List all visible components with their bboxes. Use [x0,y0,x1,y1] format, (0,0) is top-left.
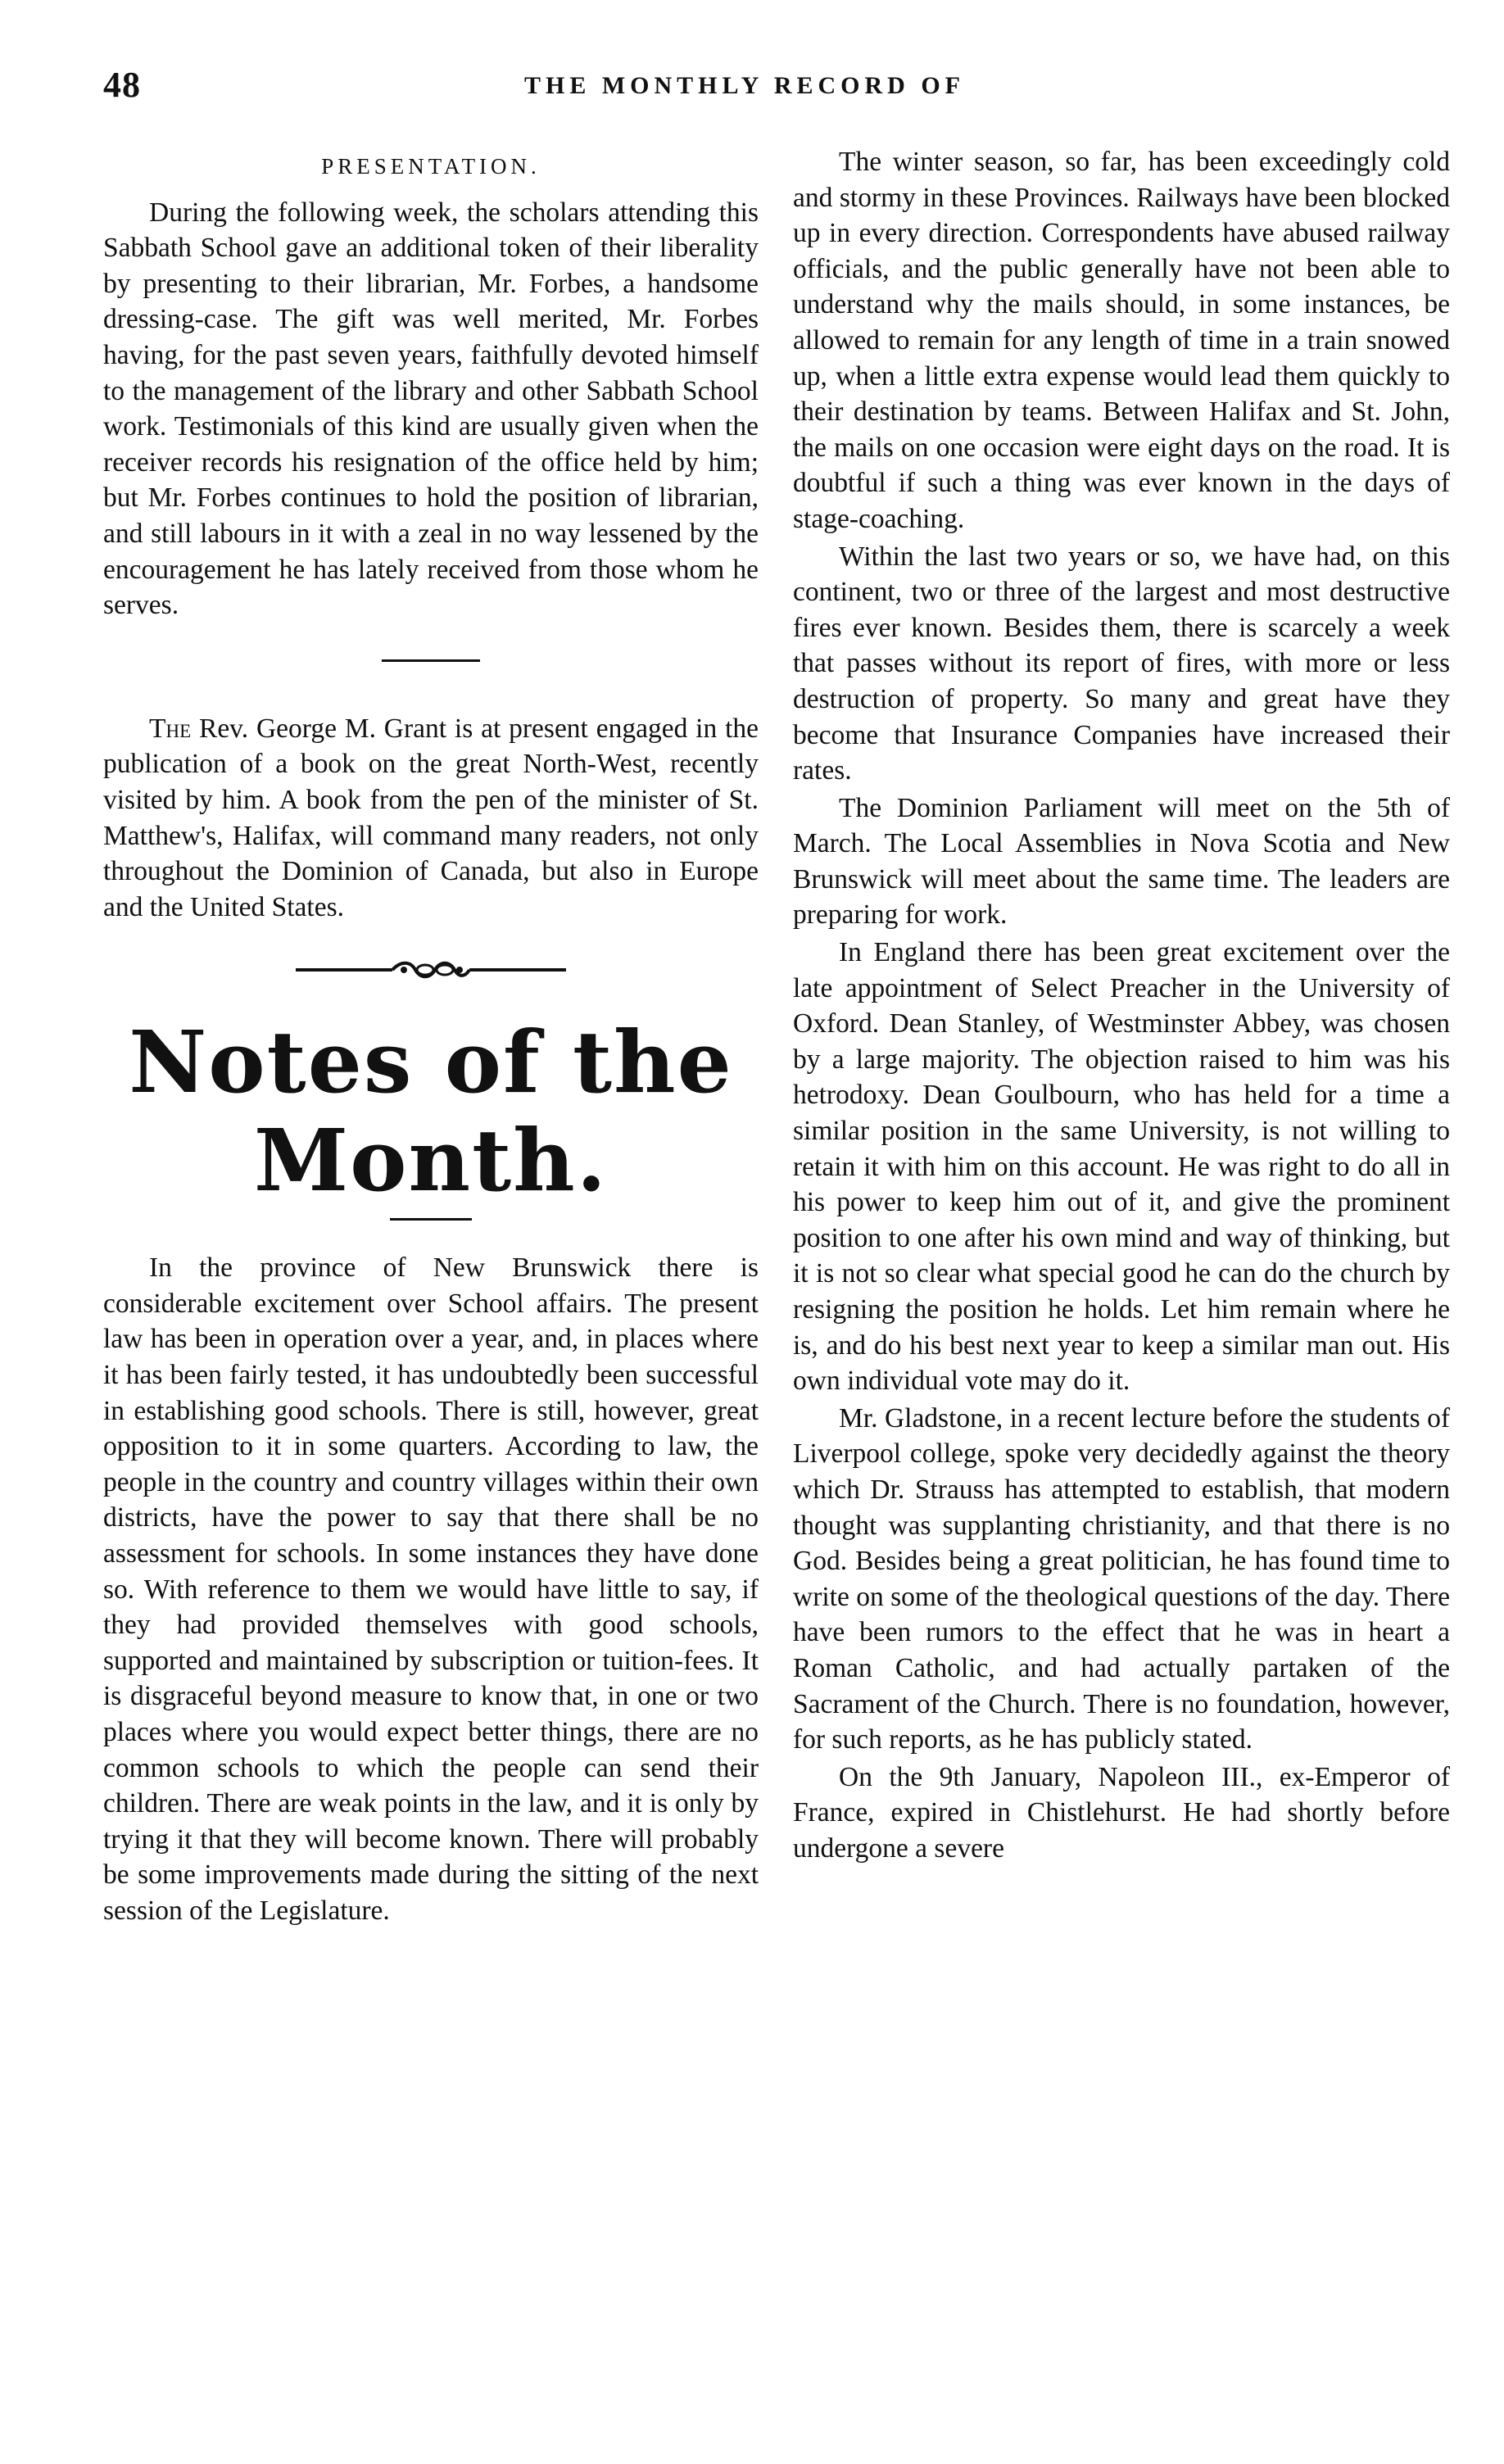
page-number: 48 [103,65,141,105]
presentation-heading: PRESENTATION. [321,154,541,179]
winter-paragraph: The winter season, so far, has been exceedingly cold and stormy in these Provinces. Railways have been blocked up in every direction. Correspondents have abused railway officials, and the public generally have not been able to understand why the mails should, in some instances, be allowed to remain for any length of time in a train snowed up, when a little extra expense would lead them quickly to their destination by teams. Between Halifax and St. John, the mails on one occasion were eight days on the road. It is doubtful if such a thing was ever known in the days of stage-coaching. [793,147,1450,534]
grant-text: Rev. George M. Grant is at present engaged in the publication of a book on the great North-West, recently visited by him. A book from the pen of the minister of St. Matthew's, Halifax, will command many readers, not only throughout the Dominion of Canada, but also in Europe and the United States. [103,713,759,922]
ornament-divider [296,959,566,981]
grant-lead-word: The [149,713,192,744]
section-divider [382,659,480,662]
napoleon-paragraph: On the 9th January, Napoleon III., ex-Emperor of France, expired in Chistlehurst. He had shortly before undergone a severe [793,1761,1450,1864]
fires-paragraph: Within the last two years or so, we have had, on this continent, two or three of the largest and most destructive fires ever known. Besides them, there is scarcely a week that passes without its report of fires, with more or less destruction of property. So many and great have they become that Insurance Companies have increased their rates. [793,541,1450,786]
grant-paragraph [103,711,759,926]
notes-of-the-month-title: Notes of the Month. [129,1012,733,1212]
new-brunswick-paragraph: In the province of New Brunswick there is considerable excitement over School affairs. The present law has been in operation over a year, and, in places where it has been fairly tested, it has undoubtedly been successful in establishing good schools. There is still, however, great opposition to it in some quarters. According to law, the people in the country and country villages within their own districts, have the power to say that there shall be no assessment for schools. In some instances they have done so. With reference to them we would have little to say, if they had provided themselves with good schools, supported and maintained by subscription or tuition-fees. It is disgraceful beyond measure to know that, in one or two places where you would expect better things, there are no common schools to which the people can send their children. There are weak points in the law, and it is only by trying it that they will become known. There will probably be some improvements made during the sitting of the next session of the Legislature. [103,1252,759,1926]
presentation-paragraph: During the following week, the scholars attending this Sabbath School gave an additional token of their liberality by presenting to their librarian, Mr. Forbes, a handsome dressing-case. The gift was well merited, Mr. Forbes having, for the past seven years, faithfully devoted himself to the management of the library and other Sabbath School work. Testimonials of this kind are usually given when the receiver records his resignation of the office held by him; but Mr. Forbes continues to hold the position of librarian, and still labours in it with a zeal in no way lessened by the encouragement he has lately received from those whom he serves. [103,197,759,621]
running-title: THE MONTHLY RECORD OF [524,72,965,99]
left-column [103,144,759,1929]
england-paragraph: In England there has been great excitement over the late appointment of Select Preacher in the University of Oxford. Dean Stanley, of Westminster Abbey, was chosen by a large majority. The objection raised to him was his hetrodoxy. Dean Goulbourn, who has held for a time a similar position in the same University, is not willing to retain it with him on this account. He was right to do all in his power to keep him out of it, and give the prominent position to one after his own mind and way of thinking, but it is not so clear what special good he can do the church by resigning the position he holds. Let him remain where he is, and do his best next year to keep a similar man out. His own individual vote may do it. [793,937,1450,1397]
gladstone-paragraph: Mr. Gladstone, in a recent lecture before the students of Liverpool college, spoke very decidedly against the theory which Dr. Strauss has attempted to establish, that modern thought was supplanting christianity, and that there is no God. Besides being a great politician, he has found time to write on some of the theological questions of the day. There have been rumors to the effect that he was in heart a Roman Catholic, and had actually partaken of the Sacrament of the Church. There is no foundation, however, for such reports, as he has publicly stated. [793,1402,1450,1755]
parliament-paragraph: The Dominion Parliament will meet on the 5th of March. The Local Assemblies in Nova Scotia and New Brunswick will meet about the same time. The leaders are preparing for work. [793,792,1450,931]
right-column [793,144,1450,1867]
title-underline [390,1218,472,1221]
